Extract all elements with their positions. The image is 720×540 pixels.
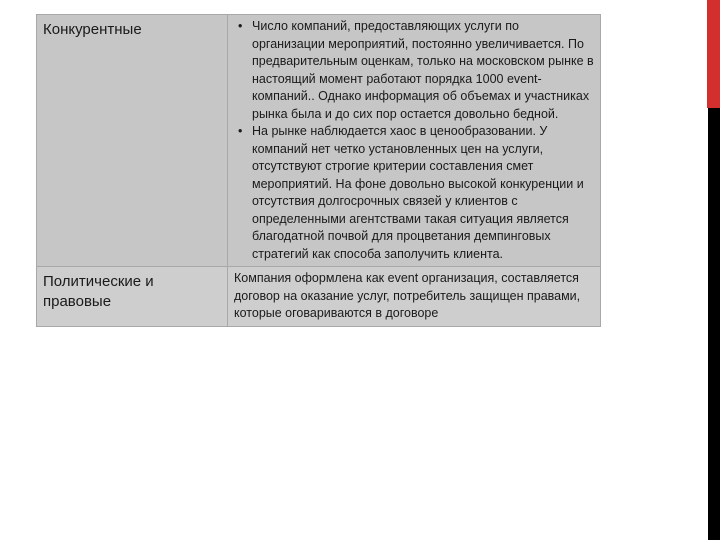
list-item <box>238 123 594 263</box>
bullet-icon: • <box>238 19 243 33</box>
row-label: Конкурентные <box>37 15 228 267</box>
row-label: Политические и правовые <box>37 267 228 327</box>
bullet-list <box>234 18 594 263</box>
red-accent-bar <box>707 0 720 108</box>
list-item-text: Число компаний, предоставляющих услуги по организации мероприятий, постоянно увеличивается. По предварительным оценкам, только на московском рынке в настоящий момент работают порядка 1000 event-компаний.. Однако информация об объемах и участниках рынка была и до сих пор остается довольно бедной. <box>252 19 594 121</box>
list-item <box>238 18 594 123</box>
row-content <box>228 15 601 267</box>
row-content: Компания оформлена как event организация, составляется договор на оказание услуг, потребитель защищен правами, которые оговариваются в договоре <box>228 267 601 327</box>
list-item-text: На рынке наблюдается хаос в ценообразовании. У компаний нет четко установленных цен на услуги, отсутствуют строгие критерии составления смет мероприятий. На фоне довольно высокой конкуренции и отсутствия долгосрочных связей у клиентов с определенными агентствами такая ситуация является благодатной почвой для процветания демпинговых стратегий как способа заполучить клиента. <box>252 124 584 261</box>
factors-table <box>36 14 601 327</box>
table-row <box>37 267 601 327</box>
table-row <box>37 15 601 267</box>
bullet-icon: • <box>238 124 243 138</box>
black-accent-bar <box>708 108 720 540</box>
